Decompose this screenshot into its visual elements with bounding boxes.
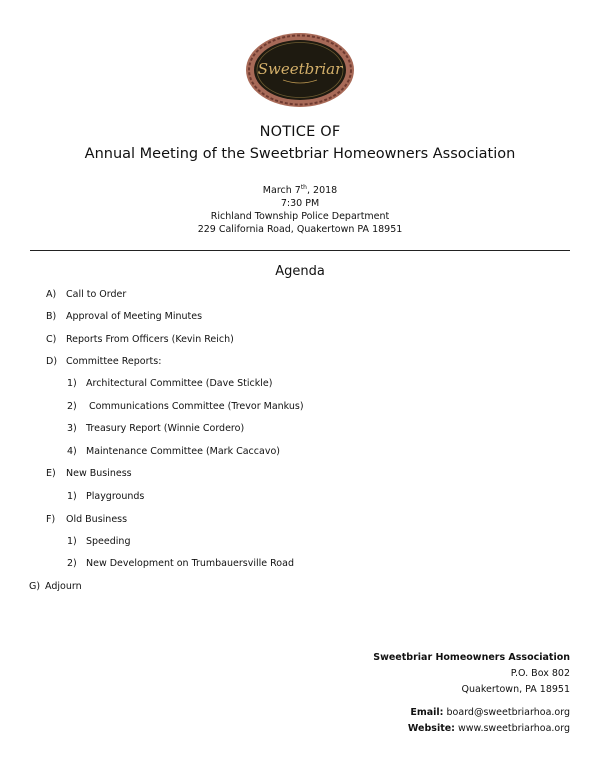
logo-text: Sweetbriar [257,60,343,78]
agenda-marker: 2) [67,558,77,569]
agenda-item [46,289,126,300]
agenda-text: Architectural Committee (Dave Stickle) [86,378,273,389]
agenda-text: Old Business [66,514,128,525]
agenda-marker: F) [46,514,56,525]
footer-city: Quakertown, PA 18951 [461,684,570,695]
agenda-marker: 1) [67,536,77,547]
agenda-marker: 2) [67,401,77,412]
agenda-text: Reports From Officers (Kevin Reich) [66,334,234,345]
agenda-marker: 1) [67,491,77,502]
agenda-text: New Business [66,468,132,479]
meeting-date [0,184,600,197]
meeting-details [0,184,600,236]
notice-subtitle: Annual Meeting of the Sweetbriar Homeowners Association [84,146,516,162]
agenda-marker: D) [46,356,58,367]
date-year: , 2018 [306,185,338,196]
agenda-marker: 3) [67,423,77,434]
agenda-marker: G) [29,581,41,592]
agenda-item [46,356,161,367]
agenda-marker: B) [46,311,57,322]
agenda-subitem [67,536,130,547]
date-month-day: March 7 [262,185,301,196]
meeting-location: Richland Township Police Department [210,211,390,222]
website-label: Website: [407,723,455,734]
agenda-item [46,334,234,345]
agenda-text: Speeding [86,536,131,547]
website-link[interactable]: www.sweetbriarhoa.org [458,723,570,734]
agenda-text: Adjourn [45,581,82,592]
agenda-text: Playgrounds [86,491,145,502]
notice-title: NOTICE OF [259,124,341,140]
footer-website [408,723,570,734]
email-link[interactable]: board@sweetbriarhoa.org [446,707,570,718]
agenda-text: Communications Committee (Trevor Mankus) [86,401,304,412]
agenda-text: New Development on Trumbauersville Road [86,558,294,569]
footer-org-name: Sweetbriar Homeowners Association [373,652,570,663]
agenda-marker: C) [46,334,57,345]
agenda-subitem [67,446,280,457]
agenda-subitem [67,491,144,502]
divider [30,250,570,251]
agenda-marker: E) [46,468,56,479]
agenda-subitem [67,423,244,434]
footer-po-box: P.O. Box 802 [510,668,570,679]
agenda-subitem [67,378,272,389]
agenda-title: Agenda [275,264,325,279]
agenda-text: Call to Order [66,289,127,300]
agenda-subitem [67,558,294,569]
sweetbriar-logo [245,32,355,108]
agenda-marker: 1) [67,378,77,389]
meeting-address: 229 California Road, Quakertown PA 18951 [197,224,403,235]
agenda-item [29,581,82,592]
agenda-text: Approval of Meeting Minutes [66,311,203,322]
footer-email [410,707,570,718]
agenda-item [46,514,127,525]
agenda-text: Maintenance Committee (Mark Caccavo) [86,446,280,457]
email-label: Email: [410,707,444,718]
agenda-marker: 4) [67,446,77,457]
agenda-text: Committee Reports: [66,356,162,367]
agenda-marker: A) [46,289,57,300]
agenda-item [46,311,202,322]
date-suffix: th [300,183,307,191]
agenda-subitem [67,401,304,412]
meeting-time: 7:30 PM [280,198,320,209]
agenda-text: Treasury Report (Winnie Cordero) [86,423,245,434]
agenda-item [46,468,132,479]
